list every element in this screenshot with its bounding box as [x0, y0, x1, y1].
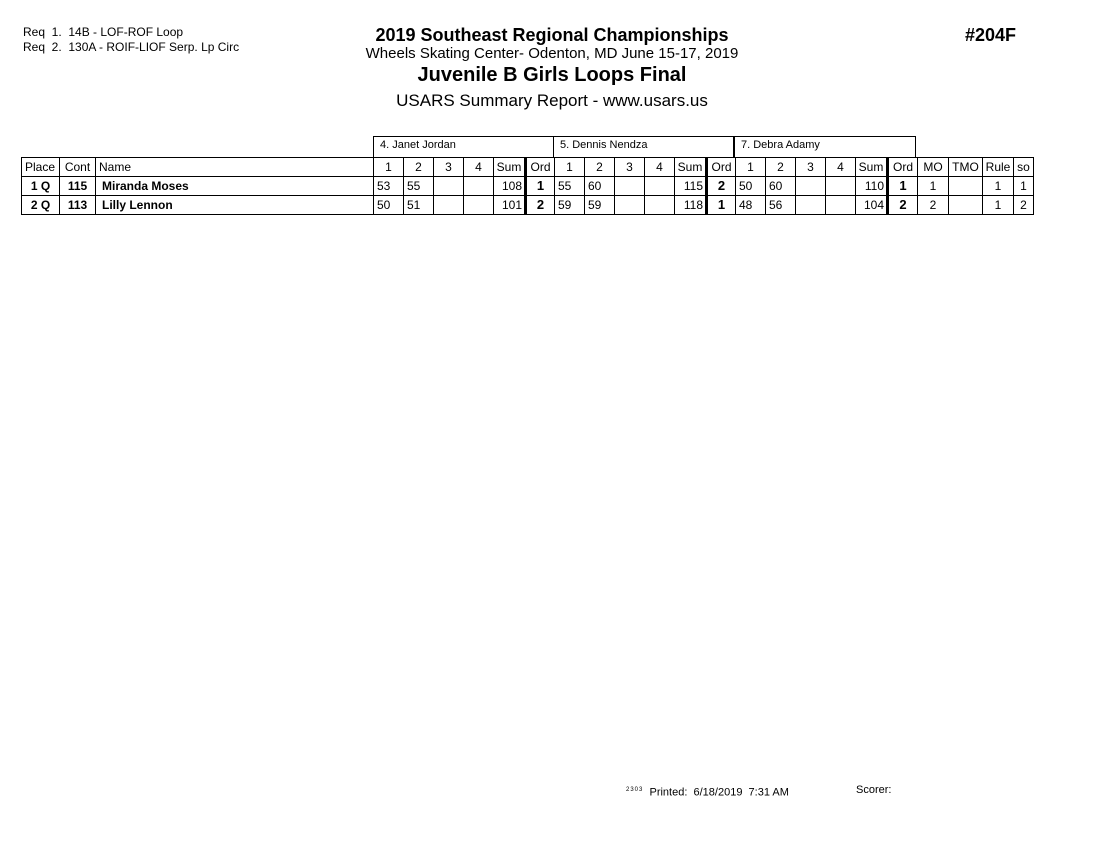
- col-j1-s4: 4: [464, 158, 494, 177]
- col-j2-s2: 2: [585, 158, 615, 177]
- col-j3-s1: 1: [736, 158, 766, 177]
- table-header-row: [22, 158, 1034, 177]
- j2-score-1: 59: [555, 196, 585, 215]
- j3-score-4: [826, 196, 856, 215]
- judge-header-3: [734, 136, 916, 157]
- cont-cell: 115: [60, 177, 96, 196]
- report-code: 2303: [626, 787, 644, 793]
- place-cell: 2 Q: [22, 196, 60, 215]
- j1-score-3: [434, 177, 464, 196]
- col-cont: Cont: [60, 158, 96, 177]
- j3-score-2: 56: [766, 196, 796, 215]
- j3-sum: 104: [856, 196, 888, 215]
- j2-score-2: 60: [585, 177, 615, 196]
- col-j1-s2: 2: [404, 158, 434, 177]
- j1-score-2: 55: [404, 177, 434, 196]
- j3-score-1: 48: [736, 196, 766, 215]
- rule-cell: 1: [983, 177, 1014, 196]
- col-j1-ord: Ord: [526, 158, 555, 177]
- printed-line: [626, 783, 789, 800]
- j1-score-1: 53: [374, 177, 404, 196]
- results-table: [21, 157, 1034, 215]
- tmo-cell: [949, 177, 983, 196]
- j2-ordinal: 2: [707, 177, 736, 196]
- j2-score-4: [645, 177, 675, 196]
- j2-score-3: [615, 177, 645, 196]
- so-cell: 1: [1014, 177, 1034, 196]
- col-j3-ord: Ord: [888, 158, 918, 177]
- j2-score-3: [615, 196, 645, 215]
- j1-score-4: [464, 177, 494, 196]
- j3-score-2: 60: [766, 177, 796, 196]
- skater-name: Lilly Lennon: [96, 196, 374, 215]
- col-j3-s2: 2: [766, 158, 796, 177]
- j2-sum: 115: [675, 177, 707, 196]
- col-j2-s1: 1: [555, 158, 585, 177]
- event-title: Juvenile B Girls Loops Final: [417, 64, 687, 86]
- j3-sum: 110: [856, 177, 888, 196]
- col-j1-s3: 3: [434, 158, 464, 177]
- col-j3-s3: 3: [796, 158, 826, 177]
- j3-ordinal: 1: [888, 177, 918, 196]
- mo-cell: 1: [918, 177, 949, 196]
- col-j3-sum: Sum: [856, 158, 888, 177]
- j1-sum: 108: [494, 177, 526, 196]
- j3-score-3: [796, 196, 826, 215]
- col-j3-s4: 4: [826, 158, 856, 177]
- tmo-cell: [949, 196, 983, 215]
- col-j2-ord: Ord: [707, 158, 736, 177]
- mo-cell: 2: [918, 196, 949, 215]
- col-tmo: TMO: [949, 158, 983, 177]
- j3-score-3: [796, 177, 826, 196]
- col-j2-s3: 3: [615, 158, 645, 177]
- j2-score-4: [645, 196, 675, 215]
- col-so: so: [1014, 158, 1034, 177]
- requirement-1: Req 1. 14B - LOF-ROF Loop: [23, 25, 184, 39]
- cont-cell: 113: [60, 196, 96, 215]
- event-number: #204F: [965, 25, 1017, 45]
- col-rule: Rule: [983, 158, 1014, 177]
- skater-name: Miranda Moses: [96, 177, 374, 196]
- j3-ordinal: 2: [888, 196, 918, 215]
- judge-header-2: [553, 136, 734, 157]
- j2-sum: 118: [675, 196, 707, 215]
- col-name: Name: [96, 158, 374, 177]
- j1-score-3: [434, 196, 464, 215]
- j1-score-4: [464, 196, 494, 215]
- j1-score-1: 50: [374, 196, 404, 215]
- requirement-2: Req 2. 130A - ROIF-LIOF Serp. Lp Circ: [23, 40, 240, 54]
- venue-date: Wheels Skating Center- Odenton, MD June 15-17, 2019: [365, 45, 739, 62]
- so-cell: 2: [1014, 196, 1034, 215]
- report-title: USARS Summary Report - www.usars.us: [396, 91, 708, 110]
- j3-score-1: 50: [736, 177, 766, 196]
- rule-cell: 1: [983, 196, 1014, 215]
- table-row: [22, 177, 1034, 196]
- place-cell: 1 Q: [22, 177, 60, 196]
- col-j1-sum: Sum: [494, 158, 526, 177]
- col-j1-s1: 1: [374, 158, 404, 177]
- j2-score-1: 55: [555, 177, 585, 196]
- j1-score-2: 51: [404, 196, 434, 215]
- col-place: Place: [22, 158, 60, 177]
- scorer-label: Scorer:: [856, 784, 892, 796]
- judge-name: 4. Janet Jordan: [380, 139, 456, 151]
- judge-header-1: [373, 136, 554, 157]
- competition-title: 2019 Southeast Regional Championships: [375, 25, 729, 45]
- j3-score-4: [826, 177, 856, 196]
- j2-ordinal: 1: [707, 196, 736, 215]
- printed-timestamp: Printed: 6/18/2019 7:31 AM: [649, 786, 789, 799]
- judge-name: 7. Debra Adamy: [741, 139, 820, 151]
- j1-sum: 101: [494, 196, 526, 215]
- j2-score-2: 59: [585, 196, 615, 215]
- table-row: [22, 196, 1034, 215]
- j1-ordinal: 1: [526, 177, 555, 196]
- col-mo: MO: [918, 158, 949, 177]
- judge-name: 5. Dennis Nendza: [560, 139, 648, 151]
- j1-ordinal: 2: [526, 196, 555, 215]
- col-j2-s4: 4: [645, 158, 675, 177]
- col-j2-sum: Sum: [675, 158, 707, 177]
